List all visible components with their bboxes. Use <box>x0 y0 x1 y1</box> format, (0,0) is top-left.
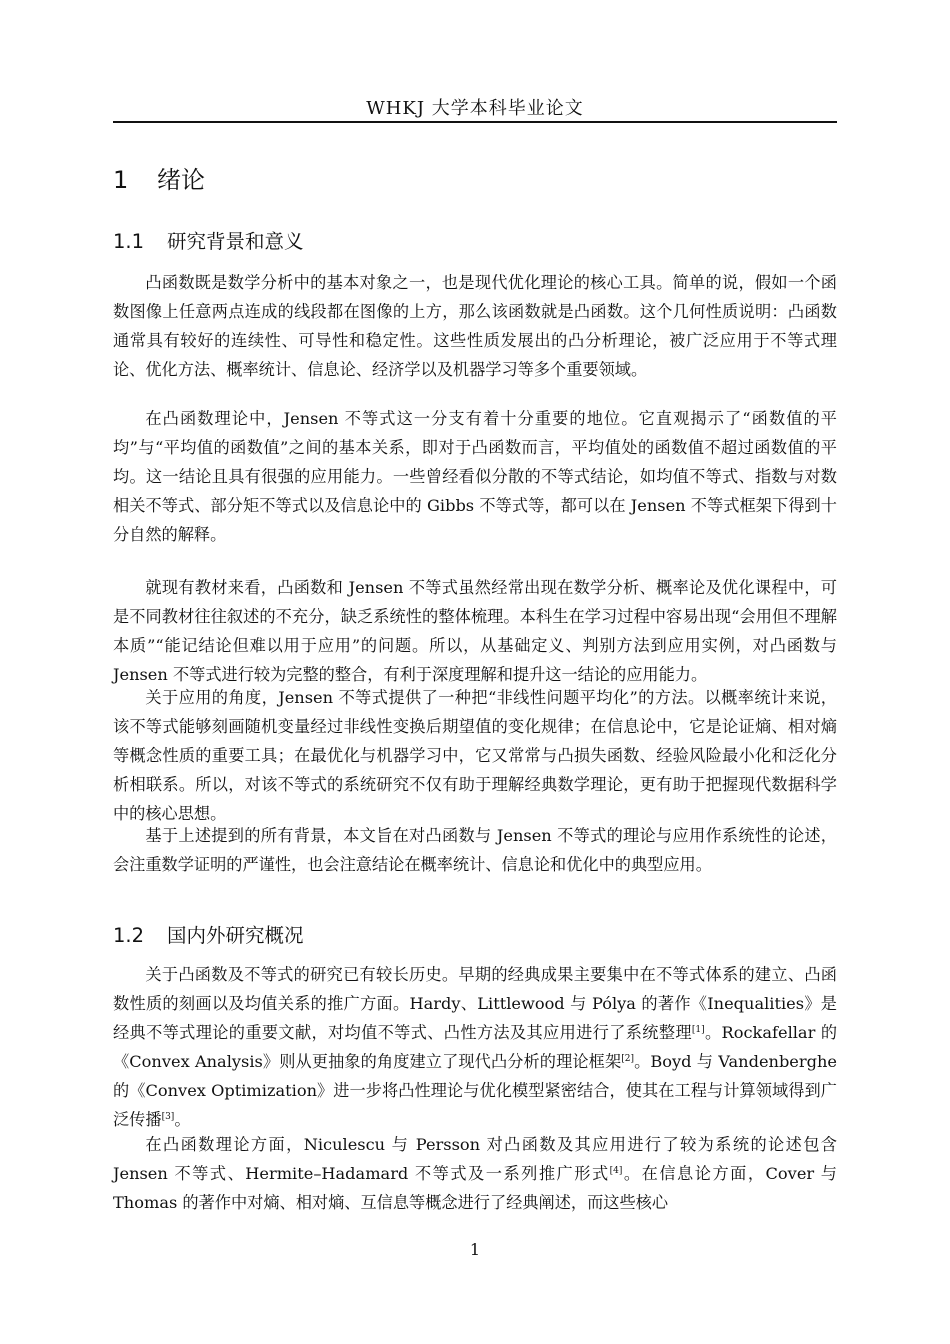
citation[interactable]: [4] <box>609 1166 623 1176</box>
citation[interactable]: [3] <box>161 1112 175 1122</box>
section-title: 研究背景和意义 <box>167 230 304 253</box>
paragraph-text: 。Rockafellar 的《Convex Analysis》则从更抽象的角度建立了现代凸分析的理论框架 <box>113 1023 838 1071</box>
paragraph-text: 在凸函数理论方面，Niculescu 与 Persson 对凸函数及其应用进行了较为系统的论述包含 Jensen 不等式、Hermite–Hadamard 不等式及一系列推广形式 <box>113 1135 837 1183</box>
paragraph-text: 。 <box>174 1110 191 1129</box>
section-number: 1.2 <box>113 924 145 947</box>
paragraph: 凸函数既是数学分析中的基本对象之一，也是现代优化理论的核心工具。简单的说，假如一个函数图像上任意两点连成的线段都在图像的上方，那么该函数就是凸函数。这个几何性质说明：凸函数通常具有较好的连续性、可导性和稳定性。这些性质发展出的凸分析理论，被广泛应用于不等式理论、优化方法、概率统计、信息论、经济学以及机器学习等多个重要领域。 <box>113 273 837 379</box>
paragraph: 在凸函数理论中，Jensen 不等式这一分支有着十分重要的地位。它直观揭示了“函数值的平均”与“平均值的函数值”之间的基本关系，即对于凸函数而言，平均值处的函数值不超过函数值的平均。这一结论且具有很强的应用能力。一些曾经看似分散的不等式结论，如均值不等式、指数与对数相关不等式、部分矩不等式以及信息论中的 Gibbs 不等式等，都可以在 Jensen 不等式框架下得到十分自然的解释。 <box>113 409 837 544</box>
running-header: WHKJ 大学本科毕业论文 <box>366 98 584 119</box>
citation[interactable]: [1] <box>691 1025 705 1035</box>
header-rule <box>113 121 837 123</box>
citation[interactable]: [2] <box>621 1054 634 1064</box>
chapter-title: 绪论 <box>157 166 205 194</box>
section-title: 国内外研究概况 <box>167 924 304 947</box>
paragraph <box>113 960 837 1134</box>
chapter-number: 1 <box>113 166 129 194</box>
paragraph <box>113 1130 837 1217</box>
paragraph-text: 关于凸函数及不等式的研究已有较长历史。早期的经典成果主要集中在不等式体系的建立、凸函数性质的刻画以及均值关系的推广方面。Hardy、Littlewood 与 Pólya 的著作《Inequalities》是经典不等式理论的重要文献，对均值不等式、凸性方法及其应用进行了系统整理 <box>113 965 837 1042</box>
paragraph: 基于上述提到的所有背景，本文旨在对凸函数与 Jensen 不等式的理论与应用作系统性的论述，会注重数学证明的严谨性，也会注意结论在概率统计、信息论和优化中的典型应用。 <box>113 826 837 874</box>
section-heading-1-1 <box>113 226 304 254</box>
paragraph: 关于应用的角度，Jensen 不等式提供了一种把“非线性问题平均化”的方法。以概率统计来说，该不等式能够刻画随机变量经过非线性变换后期望值的变化规律；在信息论中，它是论证熵、相对熵等概念性质的重要工具；在最优化与机器学习中，它又常常与凸损失函数、经验风险最小化和泛化分析相联系。所以，对该不等式的系统研究不仅有助于理解经典数学理论，更有助于把握现代数据科学中的核心思想。 <box>113 688 837 823</box>
paragraph-text: 。Boyd 与 Vandenberghe 的《Convex Optimization》进一步将凸性理论与优化模型紧密结合，使其在工程与计算领域得到广泛传播 <box>113 1052 837 1129</box>
chapter-heading <box>113 160 205 195</box>
section-number: 1.1 <box>113 230 145 253</box>
section-heading-1-2 <box>113 920 304 948</box>
paragraph: 就现有教材来看，凸函数和 Jensen 不等式虽然经常出现在数学分析、概率论及优化课程中，可是不同教材往往叙述的不充分，缺乏系统性的整体梳理。本科生在学习过程中容易出现“会用但不理解本质”“能记结论但难以用于应用”的问题。所以，从基础定义、判别方法到应用实例，对凸函数与 Jensen 不等式进行较为完整的整合，有利于深度理解和提升这一结论的应用能力。 <box>113 578 837 684</box>
page-number: 1 <box>469 1240 481 1259</box>
paragraph-text: 。在信息论方面，Cover 与 Thomas 的著作中对熵、相对熵、互信息等概念进行了经典阐述，而这些核心 <box>113 1164 837 1212</box>
